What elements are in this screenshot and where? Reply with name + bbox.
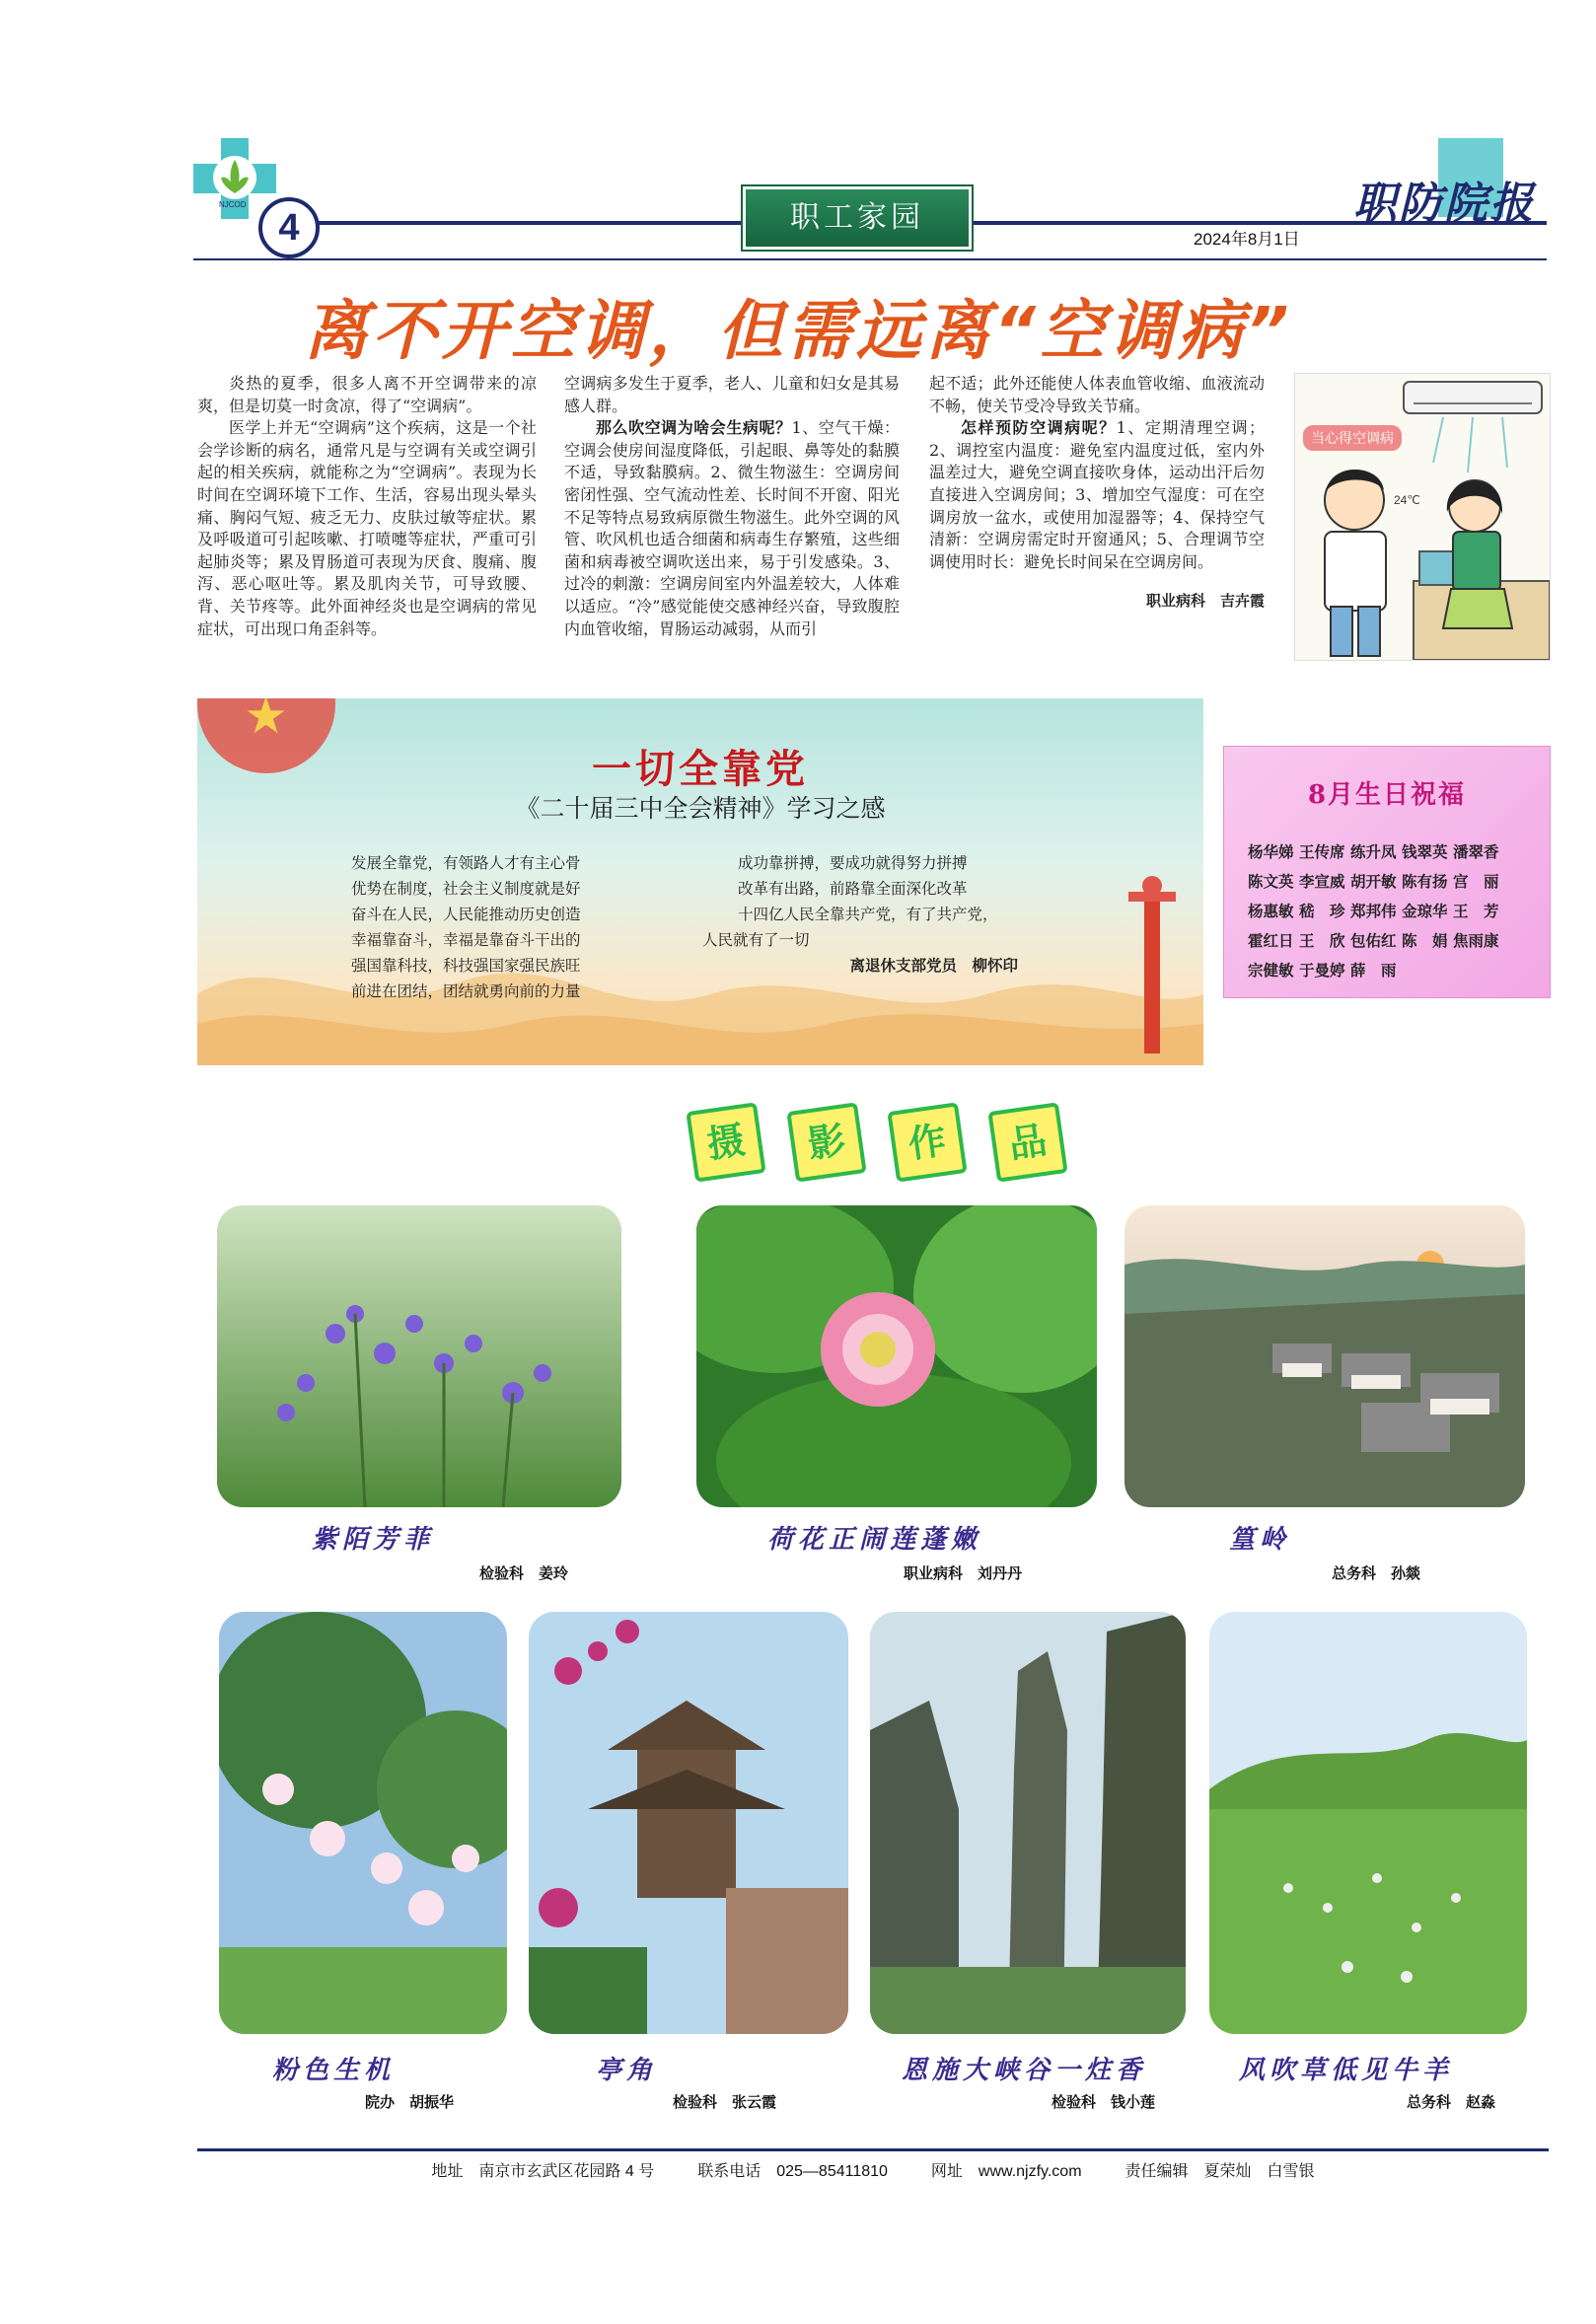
- birthday-name: 潘翠香: [1453, 843, 1499, 861]
- issue-date: 2024年8月1日: [1194, 230, 1300, 249]
- paragraph: 起不适；此外还能使人体表血管收缩、血液流动不畅，使关节受冷导致关节痛。: [929, 374, 1265, 415]
- header-rule-2: [193, 258, 1547, 260]
- birthday-name: 王 芳: [1453, 903, 1499, 920]
- poem-line: 奋斗在人民，人民能推动历史创造: [351, 906, 581, 923]
- birthday-title: 8月生日祝福: [1307, 780, 1467, 810]
- article-byline: 职业病科 吉卉霞: [1145, 593, 1265, 610]
- footer-address: 地址 南京市玄武区花园路 4 号: [431, 2163, 655, 2180]
- birthday-name: 嵇 珍: [1299, 903, 1345, 920]
- cartoon-temperature: 24℃: [1394, 493, 1420, 507]
- birthday-box: [1223, 746, 1551, 998]
- page-number: 4: [258, 197, 320, 258]
- poem-right: [702, 850, 1018, 979]
- birthday-row: [1248, 897, 1540, 926]
- birthday-name: 胡开敏: [1350, 873, 1397, 891]
- birthday-row: [1248, 837, 1540, 867]
- article-column-2: [564, 373, 900, 640]
- birthday-name: 李宣威: [1299, 873, 1345, 891]
- paragraph: 空调病多发生于夏季，老人、儿童和妇女是其易感人群。: [564, 374, 900, 415]
- birthday-name: 陈文英: [1248, 873, 1294, 891]
- photo-village: [1124, 1205, 1525, 1507]
- birthday-row: [1248, 926, 1540, 956]
- photo-flowers: [217, 1205, 621, 1507]
- paragraph: 1、空气干燥：空调会使房间湿度降低，引起眼、鼻等处的黏膜不适，导致黏膜病。2、微生物滋生：空调房间密闭性强、空气流动性差、长时间不开窗、阳光不足等特点易致病原微生物滋生。此外空调的风管、吹风机也适合细菌和病毒生存繁殖，这些细菌和病毒被空调吹送出来，易于引发感染。3、过冷的刺激：空调房间室内外温差较大，人体难以适应。“冷”感觉能使交感神经兴奋，导致腹腔内血管收缩，胃肠运动减弱，从而引: [564, 418, 900, 638]
- footer: [197, 2158, 1549, 2181]
- poem-line: 发展全靠党，有领路人才有主心骨: [351, 854, 581, 872]
- poem-subtitle: 《二十届三中全会精神》学习之感: [515, 794, 886, 823]
- heading-char: 摄: [686, 1102, 765, 1182]
- birthday-name: 金琼华: [1402, 903, 1448, 920]
- birthday-name: 宫 丽: [1453, 873, 1499, 891]
- section-title: 职工家园: [746, 189, 969, 247]
- birthday-name: 于曼婷: [1299, 962, 1345, 980]
- photo-author: 检验科 姜玲: [479, 1565, 569, 1582]
- heading-char: 作: [887, 1102, 967, 1182]
- birthday-name: 焦雨康: [1453, 932, 1499, 950]
- cartoon-badge: 当心得空调病: [1303, 425, 1402, 451]
- photo-author: 总务科 赵淼: [1407, 2094, 1496, 2111]
- photo-title: 荷花正闹莲蓬嫩: [767, 1525, 982, 1555]
- poem-line: 强国靠科技，科技强国家强民族旺: [351, 957, 581, 975]
- poem-line: 优势在制度，社会主义制度就是好: [351, 880, 581, 898]
- birthday-name: 薛 雨: [1350, 962, 1397, 980]
- paragraph: 炎热的夏季，很多人离不开空调带来的凉爽，但是切莫一时贪凉，得了“空调病”。: [197, 374, 537, 415]
- birthday-name: 陈 娟: [1402, 932, 1448, 950]
- photo-author: 检验科 钱小莲: [1052, 2094, 1156, 2111]
- birthday-names: [1248, 837, 1540, 985]
- photo-title: 风吹草低见牛羊: [1239, 2056, 1454, 2085]
- footer-phone: 联系电话 025—85411810: [697, 2163, 888, 2180]
- birthday-name: 杨惠敏: [1248, 903, 1294, 920]
- photo-author: 总务科 孙燚: [1332, 1565, 1421, 1582]
- birthday-row: [1248, 867, 1540, 897]
- birthday-name: 练升凤: [1350, 843, 1397, 861]
- birthday-name: 包佑红: [1350, 932, 1397, 950]
- poem-line: 人民就有了一切: [702, 931, 810, 949]
- poem-line: 幸福靠奋斗，幸福是靠奋斗干出的: [351, 931, 581, 949]
- poem-signature: 离退休支部党员 柳怀印: [849, 956, 1018, 975]
- logo-text: NJCOD: [219, 200, 247, 209]
- birthday-name: 宗健敏: [1248, 962, 1294, 980]
- paragraph: 1、定期清理空调；2、调控室内温度：避免室内温度过低，室内外温差过大，避免空调直接吹身体，运动出汗后勿直接进入空调房间；3、增加空气湿度：可在空调房放一盆水，或使用加湿器等；4、保持空气清新：空调房需定时开窗通风；5、合理调节空调使用时长：避免长时间呆在空调房间。: [929, 418, 1265, 571]
- birthday-name: 陈有扬: [1402, 873, 1448, 891]
- poem-line: 前进在团结，团结就勇向前的力量: [351, 982, 581, 1000]
- birthday-name: 钱翠英: [1402, 843, 1448, 861]
- birthday-name: 杨华娣: [1248, 843, 1294, 861]
- photo-grassland: [1209, 1612, 1527, 2034]
- masthead: 职防院报: [1353, 179, 1535, 229]
- article-headline: 离不开空调，但需远离“空调病”: [303, 293, 1293, 369]
- poem-banner: [197, 698, 1203, 1065]
- photo-author: 检验科 张云霞: [673, 2094, 777, 2111]
- poem-title: 一切全靠党: [592, 746, 809, 792]
- birthday-name: 王传席: [1299, 843, 1345, 861]
- photo-title: 恩施大峡谷一炷香: [902, 2056, 1147, 2085]
- photo-title: 粉色生机: [272, 2056, 396, 2085]
- paragraph: 医学上并无“空调病”这个疾病，这是一个社会学诊断的病名，通常凡是与空调有关或空调引起的相关疾病，就能称之为“空调病”。表现为长时间在空调环境下工作、生活，容易出现头晕头痛、胸闷气短、疲乏无力、皮肤过敏等症状。累及呼吸道可引起咳嗽、打喷嚏等症状，严重可引起肺炎等；累及胃肠道可表现为厌食、腹痛、腹泻、恶心呕吐等。累及肌肉关节，可导致腰、背、关节疼等。此外面神经炎也是空调病的常见症状，可出现口角歪斜等。: [197, 418, 537, 638]
- article-column-1: [197, 373, 537, 640]
- heading-char: 影: [786, 1102, 866, 1182]
- photo-blossom: [219, 1612, 507, 2034]
- photo-title: 篁岭: [1229, 1525, 1291, 1555]
- cartoon-drawing: [1295, 374, 1550, 660]
- photo-author: 职业病科 刘丹丹: [904, 1565, 1023, 1582]
- poem-line: 改革有出路，前路靠全面深化改革: [738, 880, 968, 898]
- footer-editors: 责任编辑 夏荣灿 白雪银: [1124, 2163, 1315, 2180]
- poem-left: [351, 850, 647, 1004]
- article-column-3: [929, 373, 1265, 573]
- heading-char: 品: [987, 1102, 1067, 1182]
- photo-pavilion: [529, 1612, 848, 2034]
- photo-section-heading: [690, 1107, 1063, 1178]
- photo-lotus: [696, 1205, 1097, 1507]
- photo-canyon: [870, 1612, 1186, 2034]
- subheading: 怎样预防空调病呢？: [961, 418, 1117, 438]
- birthday-row: [1248, 956, 1540, 985]
- birthday-name: 郑邦伟: [1350, 903, 1397, 920]
- birthday-name: 王 欣: [1299, 932, 1345, 950]
- photo-title: 紫陌芳菲: [312, 1525, 435, 1555]
- birthday-name: 霍红日: [1248, 932, 1294, 950]
- footer-website[interactable]: 网址 www.njzfy.com: [930, 2163, 1082, 2180]
- photo-title: 亭角: [596, 2056, 658, 2085]
- subheading: 那么吹空调为啥会生病呢？: [596, 418, 792, 438]
- photo-author: 院办 胡振华: [365, 2094, 455, 2111]
- footer-rule: [197, 2148, 1549, 2151]
- poem-line: 成功靠拼搏，要成功就得努力拼搏: [738, 854, 968, 872]
- cartoon-illustration: [1294, 373, 1551, 661]
- poem-line: 十四亿人民全靠共产党，有了共产党，: [738, 906, 998, 923]
